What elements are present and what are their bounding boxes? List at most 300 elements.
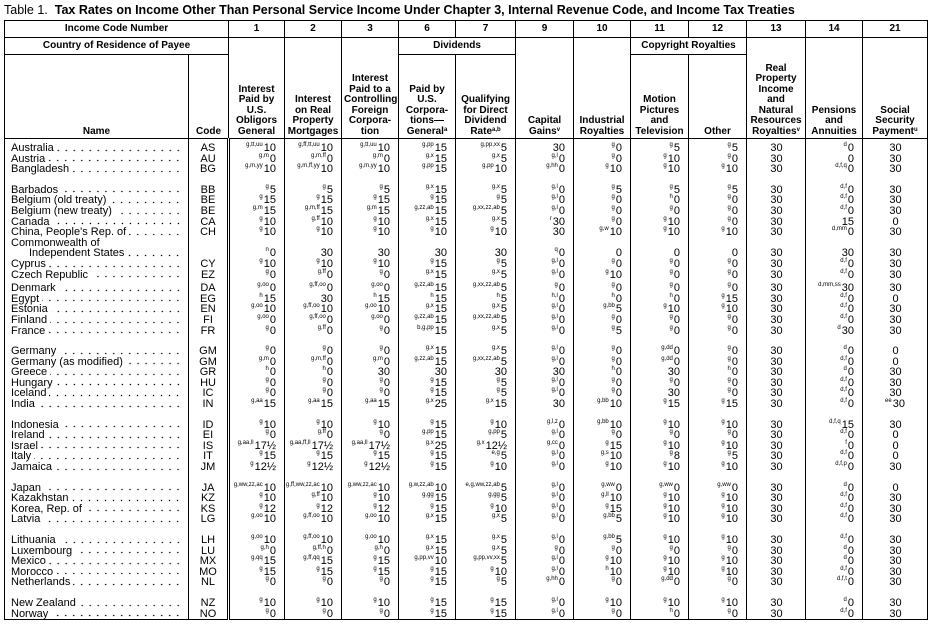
rate-value: 10 [434,555,448,568]
rate-value: 0 [892,355,899,368]
rate-value: 10 [609,596,623,609]
footnote-mark: g [605,268,609,275]
footnote-mark: h [669,194,673,201]
footnote-mark: g [430,502,434,509]
footnote-mark: d,mm,ss [818,282,841,289]
footnote-mark: g [259,492,263,499]
rate-value: 5 [500,303,508,316]
country-code: CY [189,259,229,270]
rate-value: 0 [383,268,391,281]
footnote-mark: g [721,398,725,405]
table-row [5,195,928,206]
rate-value: 0 [558,513,566,526]
rate-cell-11 [631,609,689,620]
footnote-mark: g [605,439,609,446]
rate-value: 0 [558,596,566,609]
rate-value: 15 [434,596,448,609]
footnote-mark: g [316,257,320,264]
rate-cell-14 [806,514,863,525]
country-name: Mexico [11,555,46,568]
footnote-mark: d [843,366,847,373]
country-name-wrap [11,270,182,281]
col-label-text: Interest Paid to a Controlling Foreign Corpora- tion [344,73,398,137]
footnote-mark: g,zz,ab [414,313,434,320]
rate-cell-14 [806,164,863,175]
rate-value: 15 [320,204,334,217]
rate-cell-1 [229,556,285,567]
country-name: Germany [11,345,57,358]
rate-value: 0 [731,257,739,270]
table-row [5,567,928,578]
country-name-wrap [11,164,182,175]
rate-cell-14 [806,238,863,259]
rate-value: 0 [383,607,391,620]
footnote-mark: g [727,429,731,436]
country-name-cell [5,315,189,326]
rate-value: 0 [731,544,739,557]
rate-value: 10 [609,555,623,568]
rate-value: 30 [667,366,681,379]
country-name: Austria [11,152,46,165]
country-name: Italy [11,450,32,463]
footnote-mark: g [727,450,731,457]
rate-value: 5 [500,215,508,228]
rate-cell-13 [747,609,806,620]
footnote-mark: g [611,387,615,394]
rate-cell-11 [631,139,689,154]
footnote-mark: g [611,282,615,289]
footnote-mark: g [322,387,326,394]
rate-value: 15 [609,502,623,515]
rate-value: 0 [673,355,681,368]
footnote-mark: b,g,pp [417,324,434,331]
col-label-text: Social Security Payment [872,104,915,137]
rate-value: 30 [770,429,783,442]
rate-value: 30 [377,247,391,260]
spacer-cell [229,588,285,598]
country-name-wrap [11,514,182,525]
table-row [5,367,928,378]
rate-value: 0 [847,268,855,281]
footnote-mark: g [265,324,269,331]
rate-value: 30 [770,576,783,589]
footnote-mark: g [373,492,377,499]
footnote-mark: g [669,429,673,436]
dot-leader [91,275,182,278]
rate-value: 0 [847,450,855,463]
col-label-text: Qualifying for Direct Dividend Rate [461,94,510,137]
rate-cell-14 [806,609,863,620]
footnote-mark: g,h [260,544,269,551]
footnote-mark: g [373,215,377,222]
rate-value: 30 [377,366,391,379]
rate-cell-2 [285,227,342,238]
rate-value: 10 [609,461,623,474]
footnote-mark: g [669,544,673,551]
footnote-mark: g [430,387,434,394]
rate-value: 30 [770,247,783,260]
footnote-mark: g,x [425,345,434,352]
table-row [5,139,928,154]
table-title [4,3,795,17]
rate-value: 0 [558,555,566,568]
rate-cell-1 [229,283,285,294]
rate-value: 17½ [311,439,334,452]
rate-value: 5 [500,544,508,557]
rate-value: 0 [383,544,391,557]
rate-value: 30 [889,544,902,557]
rate-cell-6 [399,270,456,281]
table-row [5,357,928,368]
rate-cell-12 [689,399,747,410]
footnote-mark: g [430,596,434,603]
footnote-mark: g [496,376,500,383]
footnote-mark: g,ff,oo [309,282,326,289]
footnote-mark: g [669,282,673,289]
footnote-mark: g [430,576,434,583]
footnote-mark: g,l [551,450,558,457]
rate-value: 5 [500,268,508,281]
country-name-cell [5,598,189,609]
footnote-mark: g [663,303,667,310]
rate-value: 10 [725,439,739,452]
rate-value: 30 [434,366,448,379]
rate-value: 15 [320,555,334,568]
rate-cell-12 [689,238,747,259]
footnote-mark: g [669,376,673,383]
footnote-mark: g,x [425,398,434,405]
footnote-mark: d,f [840,513,847,520]
rate-cell-9 [516,609,574,620]
footnote-mark: g [721,163,725,170]
rate-value: 30 [889,247,902,260]
footnote-mark: g,ll [601,492,609,499]
table-row [5,535,928,546]
rate-value: 10 [263,596,277,609]
dot-leader [49,265,182,268]
footnote-mark: g [379,607,383,614]
col-number-9: 9 [516,21,574,38]
col-number-2: 2 [285,21,342,38]
rate-value: 0 [558,461,566,474]
rate-value: 15 [377,555,391,568]
footnote-mark: g [259,596,263,603]
rate-value: 30 [889,313,902,326]
country-code: LG [189,514,229,525]
rate-value: 15 [434,282,448,295]
rate-value: 10 [725,303,739,316]
rate-cell-10 [574,238,631,259]
rate-value: 0 [847,502,855,515]
rate-value: 30 [889,366,902,379]
footnote-mark: h [430,292,434,299]
footnote-mark: g [373,555,377,562]
country-name: Egypt [11,292,40,305]
rate-value: 10 [377,303,391,316]
rate-cell-14 [806,399,863,410]
dot-leader [56,383,182,386]
rate-value: 10 [667,502,681,515]
rate-cell-10 [574,577,631,588]
footnote-mark: g,w,zz,ab [408,481,434,488]
rate-value: 5 [673,183,681,196]
footnote-mark: g [322,345,326,352]
col-label-6 [399,55,456,139]
footnote-mark: d,f [840,429,847,436]
rate-value: 15 [263,292,277,305]
rate-value: 5 [500,355,508,368]
rate-cell-14 [806,139,863,154]
rate-cell-1 [229,567,285,578]
footnote-mark: d,f [840,387,847,394]
country-code: KZ [189,493,229,504]
rate-value: 10 [494,418,508,431]
table-number: Table 1. [4,3,48,17]
country-name: Canada [11,215,50,228]
rate-cell-2 [285,326,342,337]
footnote-mark: g [316,418,320,425]
rate-cell-2 [285,399,342,410]
country-code: BB [189,185,229,196]
rate-value: 0 [558,607,566,620]
rate-value: 15 [263,204,277,217]
footnote-mark: g [663,502,667,509]
tax-rates-table [4,20,928,620]
country-name: Belgium (new treaty) [11,204,112,217]
rate-value: 10 [377,596,391,609]
rate-cell-12 [689,270,747,281]
rate-value: 0 [269,366,277,379]
rate-cell-1 [229,185,285,196]
rate-value: 10 [609,418,623,431]
footnote-mark: g [611,376,615,383]
rate-value: 30 [552,142,566,154]
rate-cell-12 [689,462,747,473]
rate-value: 5 [326,183,334,196]
footnote-mark: g [379,345,383,352]
footnote-mark: g [663,565,667,572]
footnote-mark: g,oo [251,513,263,520]
rate-cell-9 [516,164,574,175]
footnote-mark: g [669,257,673,264]
footnote-mark: g [373,565,377,572]
col-number-12: 12 [689,21,747,38]
footnote-mark: g,ff,oo [303,303,320,310]
dot-leader [48,159,182,162]
footnote-mark: g [322,607,326,614]
rate-value: 5 [500,576,508,589]
rate-value: 30 [892,398,905,411]
rate-value: 5 [615,183,623,196]
rate-cell-1 [229,493,285,504]
footnote-mark: d [843,555,847,562]
table-row [5,185,928,196]
footnote-mark: g,m [258,152,269,159]
rate-value: 15 [434,429,448,442]
rate-value: 15 [434,502,448,515]
footnote-mark: h [669,607,673,614]
dot-leader [85,509,182,512]
footnote-mark: g,hh [546,163,558,170]
rate-cell-21 [863,238,928,259]
rate-value: 0 [558,324,566,337]
rate-value: 10 [725,565,739,578]
rate-cell-14 [806,462,863,473]
rate-value: 0 [383,324,391,337]
table-body [5,139,928,620]
rate-value: 15 [434,163,448,176]
col-label-11 [631,55,689,139]
country-name: Australia [11,142,54,154]
rate-value: 30 [770,345,783,358]
rate-value: 10 [320,492,334,505]
rate-value: 0 [847,204,855,217]
rate-value: 30 [841,324,855,337]
rate-value: 30 [770,194,783,207]
rate-value: 0 [892,215,899,228]
rate-value: 15 [377,194,391,207]
rate-cell-1 [229,420,285,431]
footnote-mark: g,m [258,355,269,362]
rate-cell-7 [456,270,516,281]
rate-value: 30 [494,366,508,379]
footnote-mark: g,oo [365,513,377,520]
rate-cell-13 [747,462,806,473]
rate-value: 15 [434,345,448,358]
footnote-mark: g,m,yy [359,163,377,170]
rate-value: 30 [770,268,783,281]
rate-value: 0 [326,282,334,295]
rate-cell-11 [631,462,689,473]
rate-value: 30 [770,142,783,154]
rate-value: 0 [673,607,681,620]
footnote-mark: g,x [491,152,500,159]
footnote-mark: g [430,565,434,572]
footnote-mark: g [727,607,731,614]
rate-value: 5 [500,450,508,463]
rate-value: 5 [500,142,508,154]
footnote-mark: g [669,324,673,331]
rate-value: 0 [383,387,391,400]
rate-value: 0 [558,247,566,260]
footnote-mark: g,bb [597,398,609,405]
rate-value: 30 [552,226,566,239]
rate-value: 0 [615,387,623,400]
footnote-mark: g [663,226,667,233]
rate-value: 0 [558,565,566,578]
rate-value: 15 [263,398,277,411]
rate-value: 0 [558,492,566,505]
country-name: Greece [11,366,48,379]
country-name-wrap [11,259,182,270]
footnote-mark: g,l [551,607,558,614]
footnote-mark: g,oo [257,282,269,289]
rate-value: 10 [263,492,277,505]
rate-cell-3 [342,139,399,154]
footnote-mark: h [611,366,615,373]
footnote-mark: g,x [491,183,500,190]
rate-value: 0 [558,163,566,176]
rate-value: 10 [667,461,681,474]
footnote-mark: g,m,yy [245,163,263,170]
rate-value: 5 [500,152,508,165]
footnote-mark: h [496,292,500,299]
rate-cell-13 [747,399,806,410]
country-code: FR [189,326,229,337]
rate-cell-1 [229,326,285,337]
rate-value: 0 [383,313,391,326]
rate-value: 0 [269,152,277,165]
footnote-mark: g,l [551,303,558,310]
rate-cell-3 [342,326,399,337]
footnote-mark: g [605,461,609,468]
rate-cell-9 [516,399,574,410]
rate-value: 0 [892,439,899,452]
rate-value: 0 [326,366,334,379]
footnote-mark: g,x [491,324,500,331]
footnote-mark: g [721,303,725,310]
country-name-wrap [11,315,182,326]
table-row [5,270,928,281]
footnote-mark: g,x [425,215,434,222]
spacer-cell [229,175,285,185]
rate-cell-1 [229,238,285,259]
country-code: BG [189,164,229,175]
country-code: IN [189,399,229,410]
rate-value: 5 [500,194,508,207]
rate-value: 0 [847,534,855,546]
rate-value: 0 [847,576,855,589]
country-code: GM [189,357,229,368]
rate-value: 5 [500,555,508,568]
rate-value: 0 [847,387,855,400]
rate-value: 0 [615,576,623,589]
rate-cell-11 [631,164,689,175]
rate-value: 15 [841,215,855,228]
footnote-mark: g,pp [422,429,434,436]
rate-value: 0 [673,324,681,337]
footnote-mark: g,ff,tt,uu [298,142,320,148]
country-name-cell [5,577,189,588]
rate-value: 0 [731,282,739,295]
rate-value: 30 [889,502,902,515]
rate-value: 30 [889,461,902,474]
country-name-wrap [11,326,182,337]
country-name-continued: Independent States [29,247,125,260]
footnote-mark: g [373,194,377,201]
footnote-mark: g,xx,zz,ab [472,355,500,362]
col-number-1: 1 [229,21,285,38]
footnote-mark: g,x [425,303,434,310]
rate-cell-10 [574,227,631,238]
rate-value: 5 [731,183,739,196]
rate-value: 15 [320,450,334,463]
footnote-mark: g [490,461,494,468]
footnote-mark: d,f [840,257,847,264]
rate-value: 30 [770,226,783,239]
rate-value: 10 [609,492,623,505]
footnote-mark: d,f [840,398,847,405]
rate-cell-12 [689,326,747,337]
rate-cell-2 [285,270,342,281]
rate-value: 0 [269,429,277,442]
rate-value: 0 [558,376,566,389]
footnote-mark: g [721,565,725,572]
rate-cell-1 [229,346,285,357]
dot-leader [62,425,182,428]
footnote-mark: d,f [840,303,847,310]
country-code: JM [189,462,229,473]
